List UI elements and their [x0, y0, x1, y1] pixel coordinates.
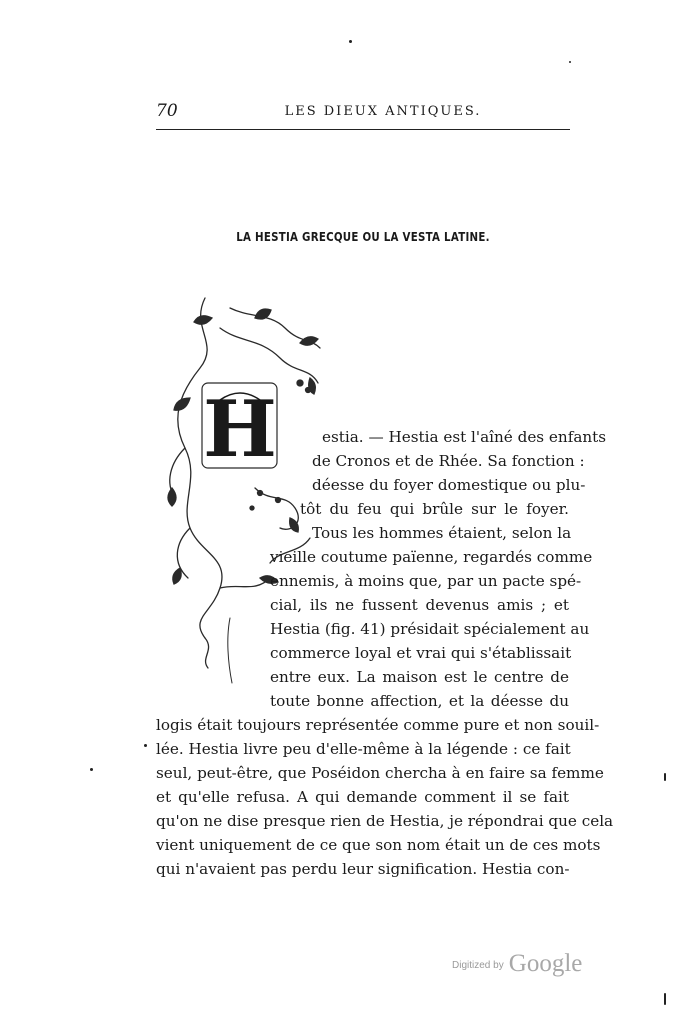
body-line: vient uniquement de ce que son nom était un de ces mots	[156, 836, 601, 854]
page-header	[156, 101, 570, 123]
scan-speck	[90, 768, 93, 771]
google-logo: Google	[508, 950, 583, 977]
body-line: cial, ils ne fussent devenus amis ; et	[270, 596, 569, 614]
scan-speck	[664, 993, 666, 1005]
body-line: qu'on ne dise presque rien de Hestia, je répondrai que cela	[156, 812, 614, 830]
page-number: 70	[156, 101, 178, 121]
scan-speck	[144, 744, 147, 747]
body-line: entre eux. La maison est le centre de	[270, 668, 569, 686]
body-line: déesse du foyer domestique ou plu-	[312, 476, 586, 494]
body-line: Tous les hommes étaient, selon la	[312, 524, 572, 542]
running-title: LES DIEUX ANTIQUES.	[284, 104, 482, 119]
body-line: de Cronos et de Rhée. Sa fonction :	[312, 452, 585, 470]
scan-speck	[349, 40, 352, 43]
body-line: estia. — Hestia est l'aîné des enfants	[322, 428, 607, 446]
header-rule	[156, 129, 570, 130]
body-line: lée. Hestia livre peu d'elle-même à la légende : ce fait	[156, 740, 571, 758]
scan-speck	[569, 61, 571, 63]
body-line: Hestia (fig. 41) présidait spécialement au	[270, 620, 590, 638]
scan-speck	[664, 773, 666, 781]
section-title: LA HESTIA GRECQUE OU LA VESTA LATINE.	[236, 229, 490, 244]
body-line: seul, peut-être, que Poséidon chercha à en faire sa femme	[156, 764, 604, 782]
svg-text:H: H	[203, 384, 277, 475]
digitized-by-label: Digitized by	[452, 960, 504, 971]
digitized-by-google-watermark	[452, 950, 582, 980]
body-line: ennemis, à moins que, par un pacte spé-	[270, 572, 582, 590]
body-line: et qu'elle refusa. A qui demande comment il se fait	[156, 788, 569, 806]
body-line: commerce loyal et vrai qui s'établissait	[270, 644, 572, 662]
body-line: qui n'avaient pas perdu leur signification. Hestia con-	[156, 860, 570, 878]
body-line: toute bonne affection, et la déesse du	[270, 692, 569, 710]
body-line: vieille coutume païenne, regardés comme	[270, 548, 593, 566]
body-line: tôt du feu qui brûle sur le foyer.	[300, 500, 569, 518]
body-line: logis était toujours représentée comme pure et non souil-	[156, 716, 600, 734]
